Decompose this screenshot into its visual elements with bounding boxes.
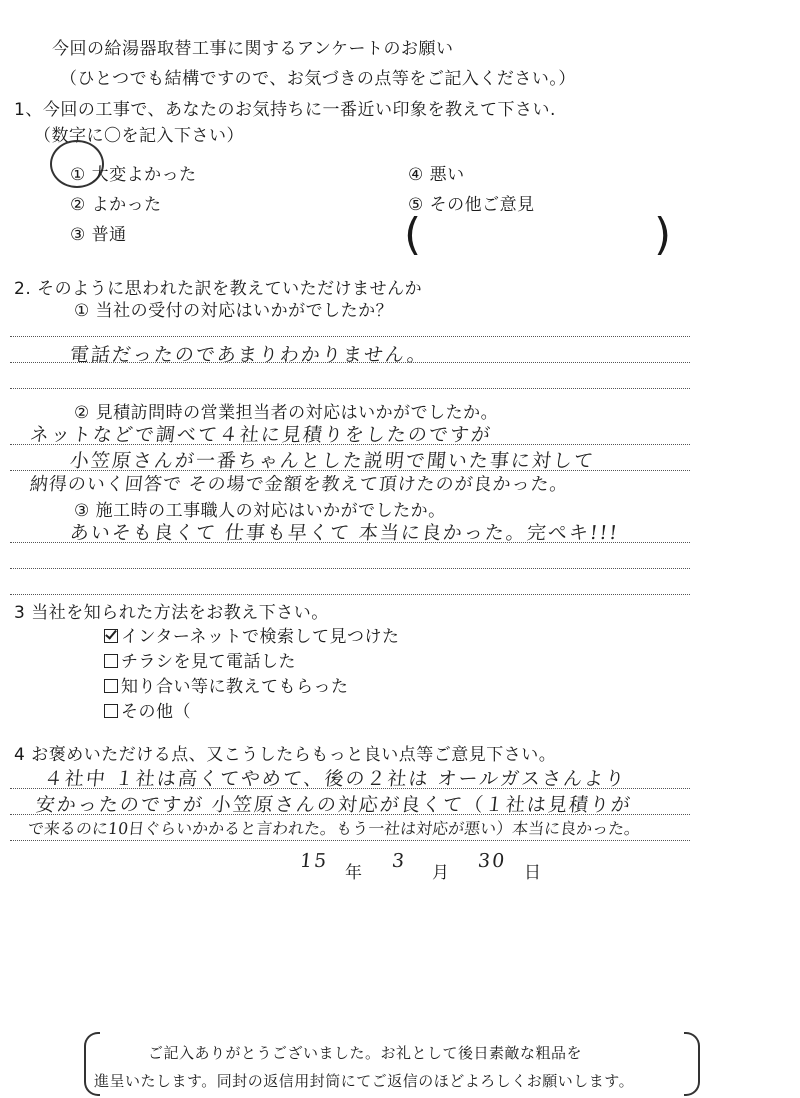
- q2-question: 2. そのように思われた訳を教えていただけませんか: [14, 279, 423, 299]
- checkbox-icon[interactable]: [104, 704, 118, 718]
- q2-answer2-line2: 小笠原さんが一番ちゃんとした説明で聞いた事に対して: [68, 450, 597, 472]
- answer-line: [10, 542, 690, 543]
- q2-answer3: あいそも良くて 仕事も早くて 本当に良かった。完ぺキ!!!: [68, 522, 620, 544]
- footer-bracket-right: [684, 1032, 700, 1096]
- q3-option-other[interactable]: その他（: [104, 697, 191, 722]
- footer-return-request: 進呈いたします。同封の返信用封筒にてご返信のほどよろしくお願いします。: [94, 1072, 635, 1090]
- q2-answer2-line1: ネットなどで調べて４社に見積りをしたのですが: [28, 424, 494, 446]
- survey-title: 今回の給湯器取替工事に関するアンケートのお願い: [52, 39, 454, 59]
- q2-answer2-line3: 納得のいく回答で その場で金額を教えて頂けたのが良かった。: [28, 474, 570, 495]
- footer-thanks: ご記入ありがとうございました。お礼として後日素敵な粗品を: [148, 1044, 583, 1062]
- answer-line: [10, 568, 690, 569]
- answer-line: [10, 444, 690, 445]
- answer-line: [10, 840, 690, 841]
- date-day-value: 30: [476, 850, 508, 872]
- q1-option-1[interactable]: ① 大変よかった: [70, 165, 197, 185]
- date-month-label: 月: [432, 863, 450, 883]
- survey-subtitle: （ひとつでも結構ですので、お気づきの点等をご記入ください。）: [60, 69, 576, 89]
- q1-other-paren-open: (: [404, 209, 422, 260]
- q3-question: 3 当社を知られた方法をお教え下さい。: [14, 603, 329, 623]
- answer-line: [10, 814, 690, 815]
- q4-question: 4 お褒めいただける点、又こうしたらもっと良い点等ご意見下さい。: [14, 745, 557, 765]
- checked-checkbox-icon[interactable]: [104, 629, 118, 643]
- q1-option-2[interactable]: ② よかった: [70, 195, 162, 215]
- q1-other-paren-close: ): [654, 209, 672, 260]
- answer-line: [10, 388, 690, 389]
- date-year-value: 15: [298, 850, 330, 872]
- q3-option-internet[interactable]: インターネットで検索して見つけた: [104, 622, 399, 647]
- q1-instruction: （数字に〇を記入下さい）: [34, 126, 244, 146]
- q1-option-4[interactable]: ④ 悪い: [408, 165, 465, 185]
- date-month-value: 3: [390, 850, 408, 872]
- date-year-label: 年: [345, 863, 363, 883]
- q2-sub3: ③ 施工時の工事職人の対応はいかがでしたか。: [74, 501, 446, 521]
- answer-line: [10, 336, 690, 337]
- q3-option-acquaintance[interactable]: 知り合い等に教えてもらった: [104, 672, 349, 697]
- q2-answer1: 電話だったのであまりわかりません。: [68, 344, 430, 366]
- q1-question: 1、今回の工事で、あなたのお気持ちに一番近い印象を教えて下さい.: [14, 100, 556, 120]
- q4-answer-line2: 安かったのですが 小笠原さんの対応が良くて（１社は見積りが: [34, 794, 634, 816]
- q2-sub2: ② 見積訪問時の営業担当者の対応はいかがでしたか。: [74, 403, 499, 423]
- q1-option-5[interactable]: ⑤ その他ご意見: [408, 195, 535, 215]
- q3-option-flyer[interactable]: チラシを見て電話した: [104, 647, 296, 672]
- answer-line: [10, 788, 690, 789]
- answer-line: [10, 362, 690, 363]
- q4-answer-line1: ４社中 １社は高くてやめて、後の２社は オールガスさんより: [42, 768, 628, 790]
- checkbox-icon[interactable]: [104, 679, 118, 693]
- q4-answer-line3: で来るのに10日ぐらいかかると言われた。もう一社は対応が悪い）本当に良かった。: [26, 819, 642, 838]
- q1-option-3[interactable]: ③ 普通: [70, 225, 127, 245]
- checkbox-icon[interactable]: [104, 654, 118, 668]
- answer-line: [10, 594, 690, 595]
- q2-sub1: ① 当社の受付の対応はいかがでしたか？: [74, 301, 394, 321]
- date-day-label: 日: [524, 863, 542, 883]
